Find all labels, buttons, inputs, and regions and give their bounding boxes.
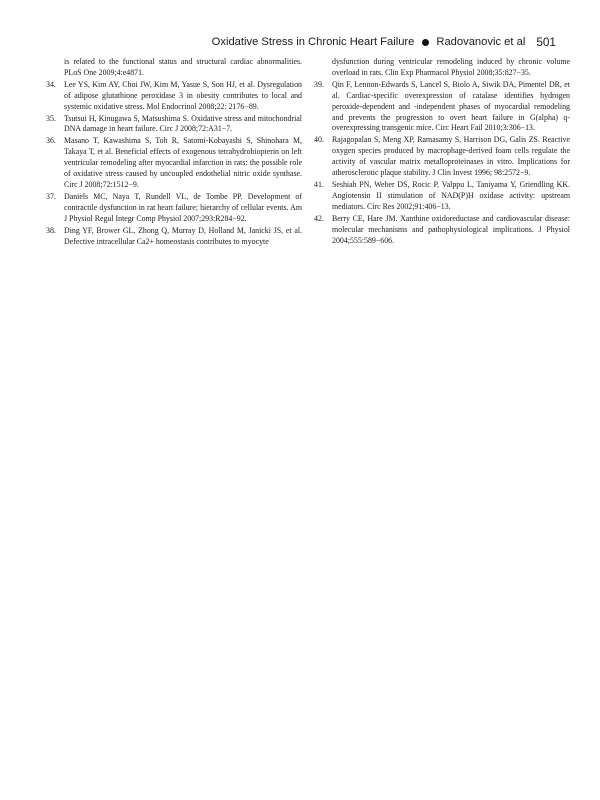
reference-text: dysfunction during ventricular remodeling induced by chronic volume overload in rats. Clin Exp Pharmacol Physiol 2008;35:827−35.	[332, 57, 570, 77]
reference-text: Masano T, Kawashima S, Toh R, Satomi-Kobayashi S, Shinohara M, Takaya T, et al. Beneficial effects of exogenous tetrahydrobiopterin on left ventricular remodeling after myocardial infarction in rats: the possible role of oxidative stress caused by uncoupled endothelial nitric oxide synthase. Circ J 2008;72:1512−9.	[64, 136, 302, 189]
reference-continuation	[312, 57, 570, 79]
reference-item	[312, 214, 570, 247]
reference-number: 36.	[46, 136, 56, 146]
reference-number: 37.	[46, 191, 56, 201]
reference-text: Daniels MC, Naya T, Rundell VL, de Tombe PP. Development of contractile dysfunction in rat heart failure; hierarchy of cellular events. Am J Physiol Regul Integr Comp Physiol 2007;293:R284−92.	[64, 191, 302, 223]
running-head-author: Radovanovic et al	[436, 36, 526, 48]
page-number: 501	[536, 35, 556, 49]
reference-column-right	[312, 57, 570, 247]
reference-number: 41.	[314, 179, 324, 189]
reference-continuation	[44, 57, 302, 79]
reference-text: Ding YF, Brower GL, Zhong Q, Murray D, Holland M, Janicki JS, et al. Defective intracellular Ca2+ homeostasis contributes to myocyte	[64, 225, 302, 246]
reference-text: Berry CE, Hare JM. Xanthine oxidoreductase and cardiovascular disease: molecular mechanisms and pathophysiological implications. J Physiol 2004;555:589−606.	[332, 213, 570, 245]
reference-number: 42.	[314, 213, 324, 223]
reference-text: Qin F, Lennon-Edwards S, Lancel S, Biolo A, Siwik DA, Pimentel DR, et al. Cardiac-specific overexpression of catalase identifies hydrogen peroxide-dependent and -independent phases of myocardial remodeling and prevents the progression to overt heart failure in G(alpha) q-overexpressing transgenic mice. Circ Heart Fail 2010;3:306−13.	[332, 79, 570, 133]
reference-item	[312, 180, 570, 213]
reference-text: Tsutsui H, Kinugawa S, Matsushima S. Oxidative stress and mitochondrial DNA damage in heart failure. Circ J 2008;72:A31−7.	[64, 113, 302, 134]
reference-number: 39.	[314, 79, 324, 89]
reference-text: is related to the functional status and structural cardiac abnormalities. PLoS One 2009;4:e4871.	[64, 57, 302, 77]
reference-item	[44, 192, 302, 225]
running-head	[212, 34, 556, 50]
reference-number: 38.	[46, 225, 56, 235]
reference-item	[44, 114, 302, 136]
reference-number: 34.	[46, 79, 56, 89]
reference-number: 40.	[314, 135, 324, 145]
reference-column-left	[44, 57, 302, 248]
reference-text: Lee YS, Kim AY, Choi JW, Kim M, Yasue S, Son HJ, et al. Dysregulation of adipose glutathione peroxidase 3 in obesity contributes to local and systemic oxidative stress. Mol Endocrinol 2008;22: 2176−89.	[64, 79, 302, 111]
bullet-separator-icon	[422, 39, 429, 46]
reference-text: Seshiah PN, Weber DS, Rocic P, Valppu L, Taniyama Y, Griendling KK. Angiotensin II stimulation of NAD(P)H oxidase activity: upstream mediators. Circ Res 2002;91:406−13.	[332, 179, 570, 211]
reference-item	[44, 80, 302, 113]
reference-text: Rajagopalan S, Meng XP, Ramasamy S, Harrison DG, Galis ZS. Reactive oxygen species produced by macrophage-derived foam cells regulate the activity of vascular matrix metalloproteinases in vitro. Implications for atherosclerotic plaque stability. J Clin Invest 1996; 98:2572−9.	[332, 135, 570, 178]
reference-item	[312, 80, 570, 135]
reference-item	[312, 135, 570, 179]
reference-item	[44, 226, 302, 248]
reference-number: 35.	[46, 113, 56, 123]
reference-item	[44, 136, 302, 191]
running-head-title: Oxidative Stress in Chronic Heart Failure	[211, 36, 415, 48]
